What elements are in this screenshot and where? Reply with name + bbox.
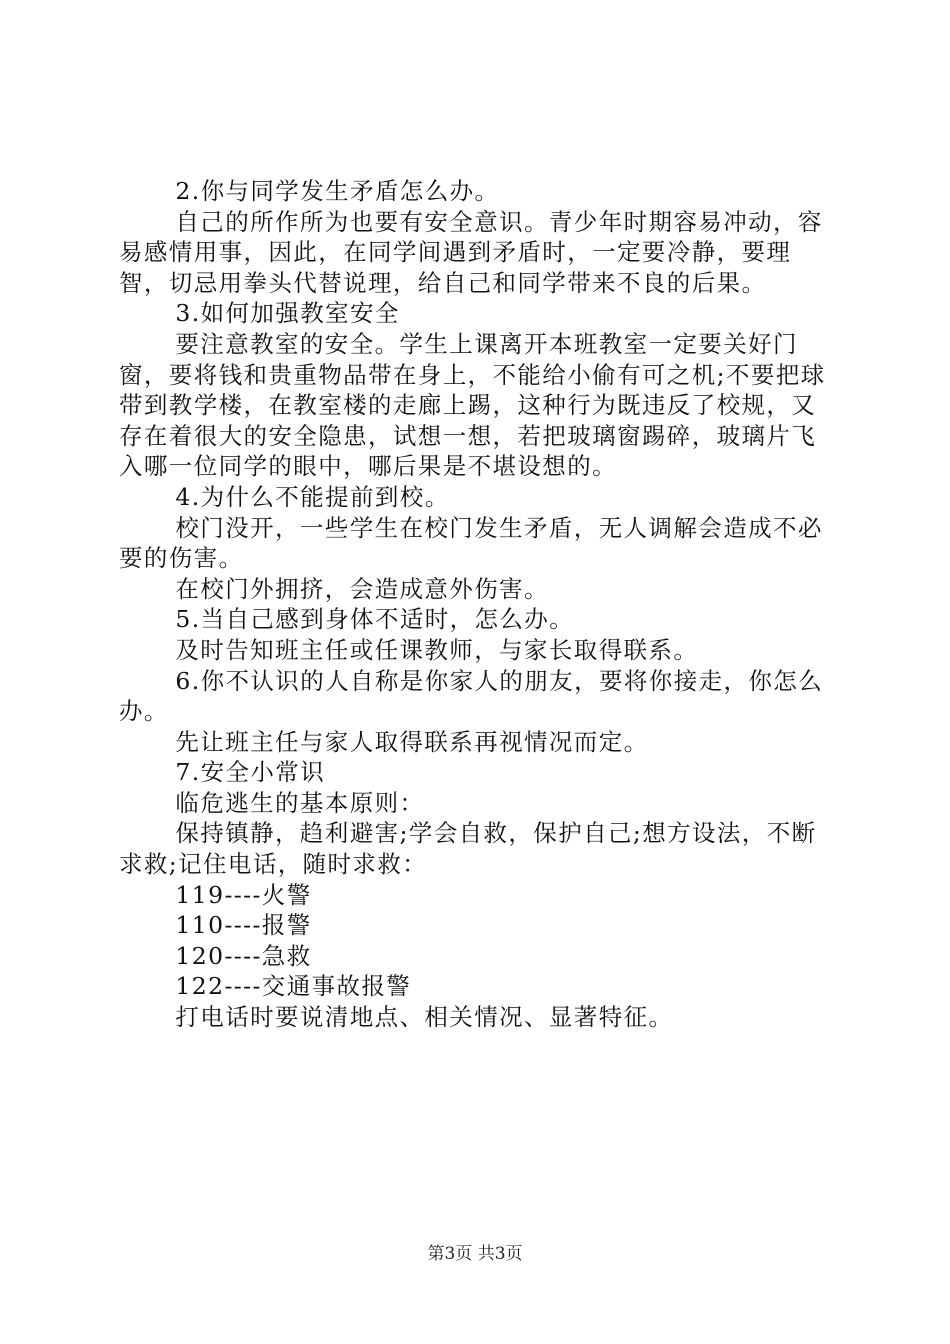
question-3-answer: 要注意教室的安全。学生上课离开本班教室一定要关好门窗，要将钱和贵重物品带在身上，不能给小偷有可之机;不要把球带到教学楼，在教室楼的走廊上踢，这种行为既违反了校规，又存在着很大的安全隐患，试想一想，若把玻璃窗踢碎，玻璃片飞入哪一位同学的眼中，哪后果是不堪设想的。 <box>119 329 826 481</box>
question-4-heading: 4.为什么不能提前到校。 <box>175 482 450 511</box>
escape-principles-text: 保持镇静，趋利避害;学会自救，保护自己;想方设法，不断求救;记住电话，随时求救： <box>119 819 817 879</box>
phone-call-advice: 打电话时要说清地点、相关情况、显著特征。 <box>175 1003 674 1032</box>
phone-fire: 119----火警 <box>175 880 312 909</box>
question-6-heading: 6.你不认识的人自称是你家人的朋友，要将你接走，你怎么办。 <box>119 666 824 726</box>
question-5-answer: 及时告知班主任或任课教师，与家长取得联系。 <box>175 635 699 664</box>
document-body <box>119 176 839 1033</box>
question-3-heading: 3.如何加强教室安全 <box>175 299 400 328</box>
question-4-answer-2: 在校门外拥挤，会造成意外伤害。 <box>175 574 549 603</box>
phone-ambulance: 120----急救 <box>175 941 312 970</box>
section-7-heading: 7.安全小常识 <box>175 758 326 787</box>
question-2-heading: 2.你与同学发生矛盾怎么办。 <box>175 177 500 205</box>
phone-police: 110----报警 <box>175 911 312 940</box>
question-5-heading: 5.当自己感到身体不适时，怎么办。 <box>175 605 575 634</box>
question-2-answer: 自己的所作所为也要有安全意识。青少年时期容易冲动，容易感情用事，因此，在同学间遇到矛盾时，一定要冷静，要理智，切忌用拳头代替说理，给自己和同学带来不良的后果。 <box>119 207 823 297</box>
phone-traffic: 122----交通事故报警 <box>175 972 412 1001</box>
question-4-answer-1: 校门没开，一些学生在校门发生矛盾，无人调解会造成不必要的伤害。 <box>119 513 823 573</box>
page-footer: 第3页 共3页 <box>427 1244 523 1264</box>
question-6-answer: 先让班主任与家人取得联系再视情况而定。 <box>175 727 649 756</box>
escape-principles-title: 临危逃生的基本原则： <box>175 788 425 817</box>
